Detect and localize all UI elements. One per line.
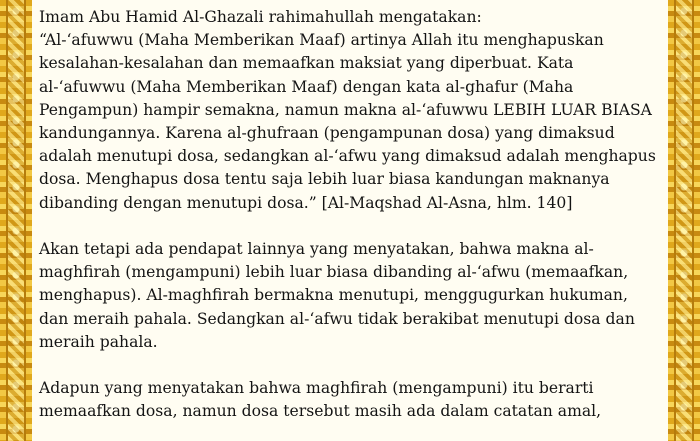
document-body bbox=[32, 0, 668, 441]
gold-ornament-border-right bbox=[668, 0, 700, 441]
paragraph-other-opinion: Akan tetapi ada pendapat lainnya yang menyatakan, bahwa makna al-maghfirah (mengampuni) lebih luar biasa dibanding al-‘afwu (memaafkan, menghapus). Al-maghfirah bermakna menutupi, menggugurkan hukuman, dan meraih pahala. Sedangkan al-‘afwu tidak berakibat menutupi dosa dan meraih pahala. bbox=[39, 240, 635, 351]
gold-ornament-border-left bbox=[0, 0, 32, 441]
paragraph-ghazali-quote: Imam Abu Hamid Al-Ghazali rahimahullah mengatakan: “Al-‘afuwwu (Maha Memberikan Maaf) artinya Allah itu menghapuskan kesalahan-kesalahan dan memaafkan maksiat yang diperbuat. Kata al-‘afuwwu (Maha Memberikan Maaf) dengan kata al-ghafur (Maha Pengampun) hampir semakna, namun makna al-‘afuwwu LEBIH LUAR BIASA kandungannya. Karena al-ghufraan (pengampunan dosa) yang dimaksud adalah menutupi dosa, sedangkan al-‘afwu yang dimaksud adalah menghapus dosa. Menghapus dosa tentu saja lebih luar biasa kandungan maknanya dibanding dengan menutupi dosa.” [Al-Maqshad Al-Asna, hlm. 140] bbox=[39, 8, 656, 212]
paragraph-maghfirah: Adapun yang menyatakan bahwa maghfirah (mengampuni) itu berarti memaafkan dosa, namun dosa tersebut masih ada dalam catatan amal, bbox=[39, 379, 602, 421]
